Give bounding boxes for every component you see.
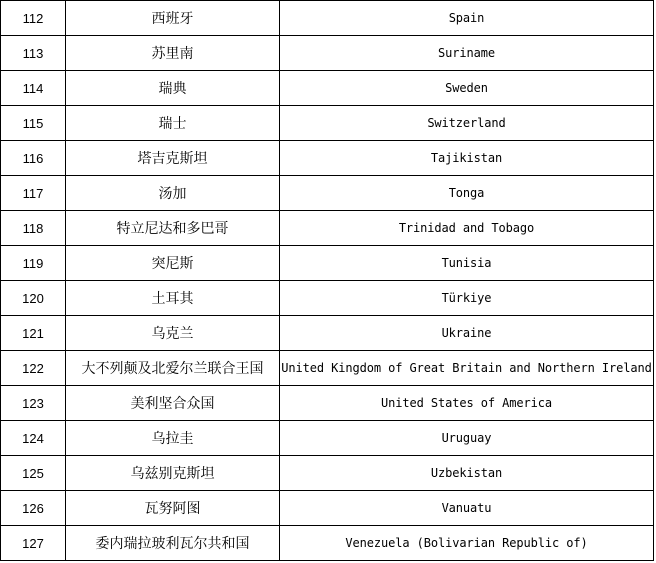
chinese-name-cell: 瑞士: [66, 106, 280, 141]
chinese-name-cell: 乌兹别克斯坦: [66, 456, 280, 491]
english-name-cell: Uzbekistan: [280, 456, 654, 491]
row-number-cell: 127: [1, 526, 66, 561]
table-row: [1, 1, 654, 36]
english-name-cell: Türkiye: [280, 281, 654, 316]
country-table-body: [1, 1, 654, 561]
row-number-cell: 125: [1, 456, 66, 491]
english-name-cell: Vanuatu: [280, 491, 654, 526]
table-row: [1, 71, 654, 106]
chinese-name-cell: 瓦努阿图: [66, 491, 280, 526]
table-row: [1, 106, 654, 141]
chinese-name-cell: 突尼斯: [66, 246, 280, 281]
english-name-cell: Sweden: [280, 71, 654, 106]
chinese-name-cell: 乌克兰: [66, 316, 280, 351]
table-row: [1, 281, 654, 316]
table-row: [1, 211, 654, 246]
english-name-cell: Venezuela (Bolivarian Republic of): [280, 526, 654, 561]
english-name-cell: Tonga: [280, 176, 654, 211]
chinese-name-cell: 乌拉圭: [66, 421, 280, 456]
chinese-name-cell: 西班牙: [66, 1, 280, 36]
row-number-cell: 114: [1, 71, 66, 106]
table-row: [1, 316, 654, 351]
table-row: [1, 491, 654, 526]
chinese-name-cell: 土耳其: [66, 281, 280, 316]
table-row: [1, 386, 654, 421]
row-number-cell: 113: [1, 36, 66, 71]
chinese-name-cell: 瑞典: [66, 71, 280, 106]
row-number-cell: 126: [1, 491, 66, 526]
row-number-cell: 123: [1, 386, 66, 421]
chinese-name-cell: 汤加: [66, 176, 280, 211]
table-row: [1, 141, 654, 176]
row-number-cell: 117: [1, 176, 66, 211]
row-number-cell: 116: [1, 141, 66, 176]
english-name-cell: Switzerland: [280, 106, 654, 141]
table-row: [1, 36, 654, 71]
chinese-name-cell: 特立尼达和多巴哥: [66, 211, 280, 246]
english-name-cell: United States of America: [280, 386, 654, 421]
row-number-cell: 112: [1, 1, 66, 36]
english-name-cell: Tajikistan: [280, 141, 654, 176]
chinese-name-cell: 大不列颠及北爱尔兰联合王国: [66, 351, 280, 386]
english-name-cell: Tunisia: [280, 246, 654, 281]
table-row: [1, 421, 654, 456]
chinese-name-cell: 塔吉克斯坦: [66, 141, 280, 176]
row-number-cell: 124: [1, 421, 66, 456]
row-number-cell: 119: [1, 246, 66, 281]
english-name-cell: Ukraine: [280, 316, 654, 351]
row-number-cell: 121: [1, 316, 66, 351]
table-row: [1, 246, 654, 281]
english-name-cell: United Kingdom of Great Britain and Northern Ireland: [280, 351, 654, 386]
chinese-name-cell: 苏里南: [66, 36, 280, 71]
row-number-cell: 122: [1, 351, 66, 386]
english-name-cell: Spain: [280, 1, 654, 36]
table-row: [1, 456, 654, 491]
chinese-name-cell: 美利坚合众国: [66, 386, 280, 421]
table-row: [1, 176, 654, 211]
english-name-cell: Suriname: [280, 36, 654, 71]
table-row: [1, 526, 654, 561]
row-number-cell: 115: [1, 106, 66, 141]
chinese-name-cell: 委内瑞拉玻利瓦尔共和国: [66, 526, 280, 561]
table-row: [1, 351, 654, 386]
english-name-cell: Uruguay: [280, 421, 654, 456]
row-number-cell: 120: [1, 281, 66, 316]
row-number-cell: 118: [1, 211, 66, 246]
english-name-cell: Trinidad and Tobago: [280, 211, 654, 246]
